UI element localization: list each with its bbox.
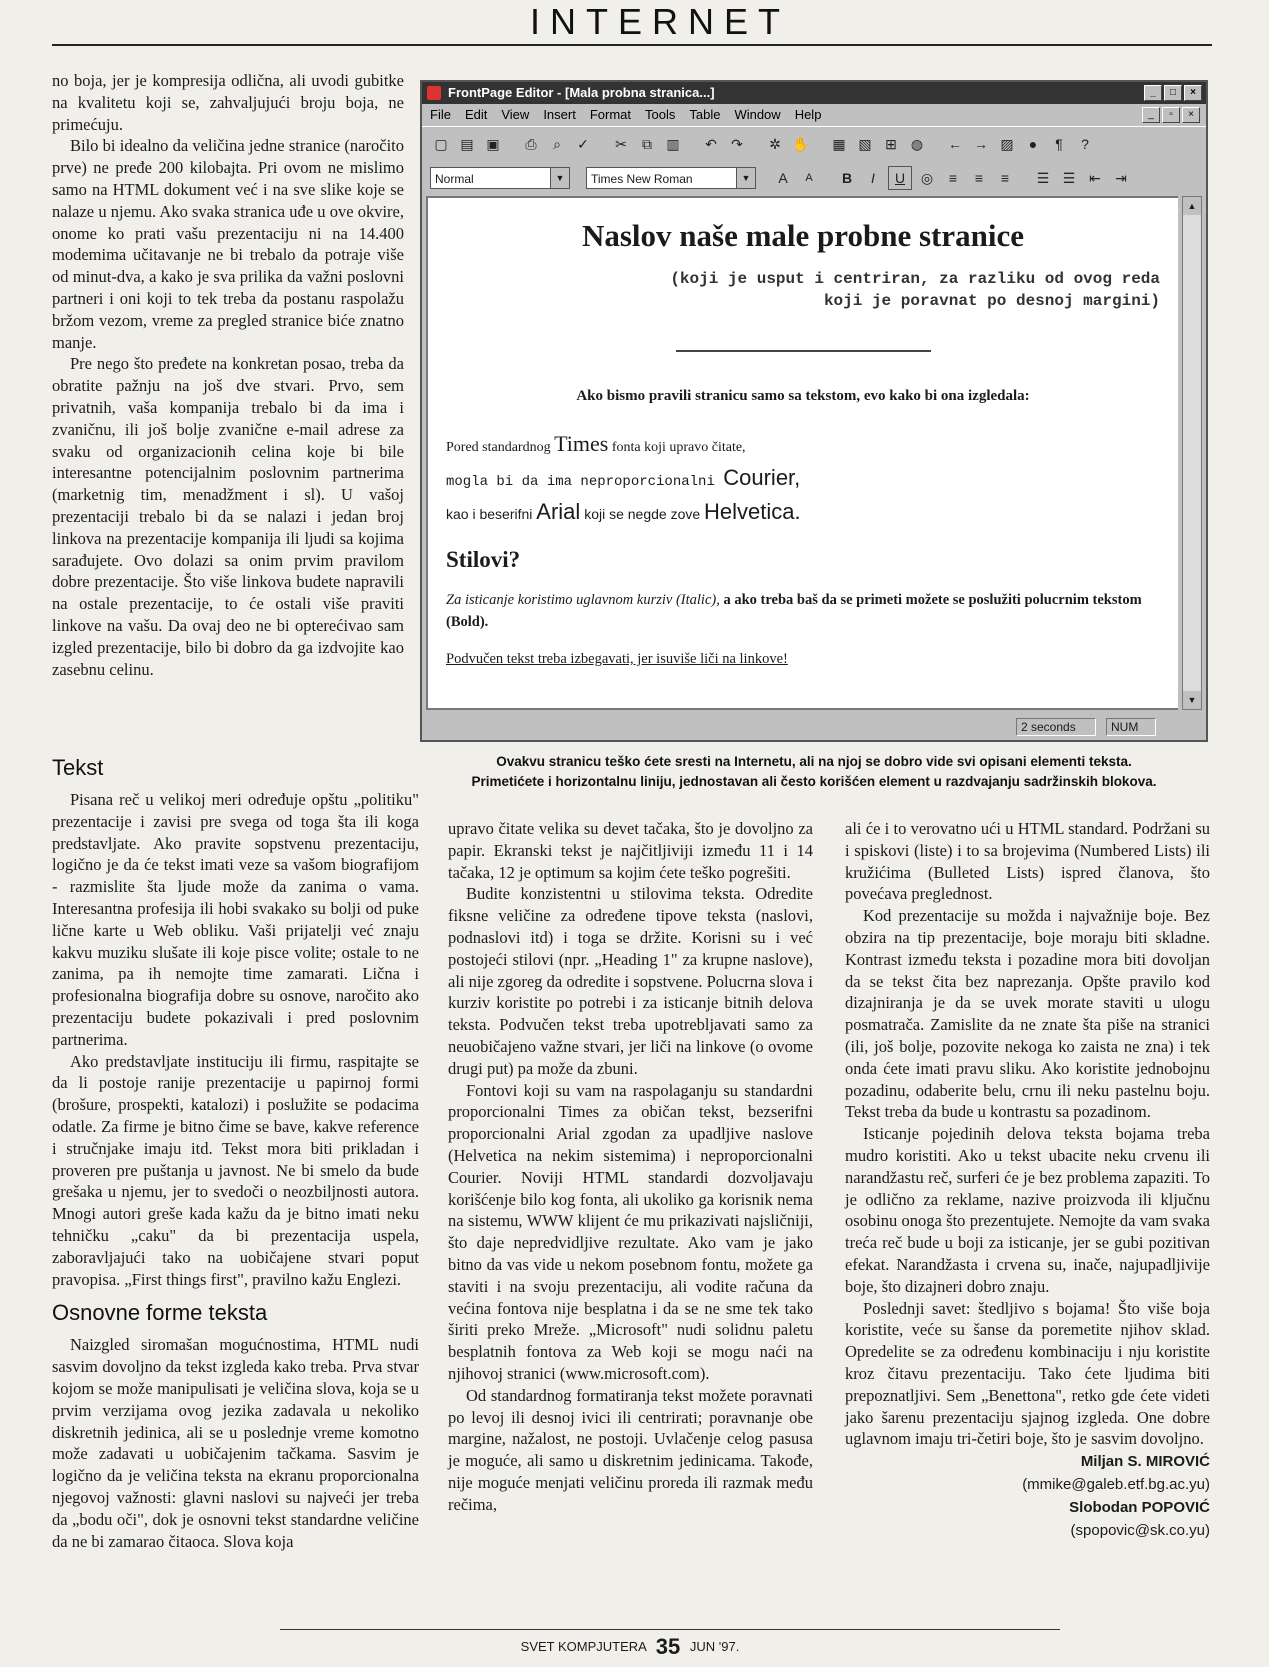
text-color-icon[interactable]: ◎ [920,170,934,186]
paragraph: Ako predstavljate instituciju ili firmu, raspitajte se da li postoje ranije prezentacije u papirnoj formi (brošure, prospekti, katalozi) i poslužite se podacima odatle. Za firme je bitno čime se bave, kakve reference i stručnjake imaju itd. Tekst mora biti prikladan i proveren pre puštanja u javnost. Ne bi smelo da bude grešaka u njemu, jer to svedoči o neozbiljnosti autora. Mnogi autori greše kada kažu da je bitno imati neku tehničku „caku" da bi prezentacija uspela, zaboravljajući tako na uobičajene stvari poput pravopisa. „First things first", pravilno kažu Englezi. [52,1051,419,1289]
paragraph: Kod prezentacije su možda i najvažnije boje. Bez obzira na tip prezentacije, boje moraju biti skladne. Kontrast između teksta i pozadine mora biti dovoljan da se tekst čita bez naprezanja. Opšte pravilo kod dizajniranja je da se uvek morate staviti u ulogu posmatrača. Zamislite da ne znate šta piše na stranici (ili, još bolje, pozovite nekoga ko zaista ne zna) i tek onda ćete imati pravu sliku. Ako koristite jednobojnu pozadinu, odaberite belu, crnu ili neku pastelnu boju. Tekst treba da bude u kontrastu sa pozadinom. [845,906,1210,1122]
frontpage-window [420,80,1208,742]
bulleted-list-icon[interactable]: ☰ [1062,170,1076,186]
header-rule [52,44,1212,46]
paragraph: Od standardnog formatiranja tekst možete poravnati po levoj ili desnoj ivici ili centrirati; poravnanje obe margine, nažalost, ne postoji. Uvlačenje celog pasusa je moguće, ali samo u diskretnim jedinicama. Takođe, nije moguće menjati veličinu proreda ili razmak među rečima, [448,1385,813,1514]
menu-edit[interactable]: Edit [464,107,488,122]
copy-icon[interactable]: ⧉ [642,136,652,152]
bold-text: a ako treba baš da se primeti možete se poslužiti polucrnim tekstom (Bold). [446,592,1142,630]
paragraph: Poslednji savet: štedljivo s bojama! Što više boja koristite, veće su šanse da poremetite njihov sklad. Opredelite se za određenu kombinaciju i nju koristite kroz čitavu prezentaciju. Tako ćete ljudima biti prepoznatljivi. Sem „Benettona", retko gde ćete videti jako šarenu prezentaciju sjajnog izgleda. One dobre uglavnom imaju tri-četiri boje, što je sasvim dovoljno. [845,1298,1210,1449]
doc-restore-button[interactable]: ▫ [1162,107,1180,123]
author-name: Miljan S. MIROVIĆ [1080,1453,1210,1471]
style-value: Normal [435,172,474,186]
refresh-icon[interactable]: ▨ [1000,136,1014,152]
menu-table[interactable]: Table [689,107,721,122]
shrink-font-icon[interactable]: A [805,172,813,184]
doc-styles-paragraph [446,589,1160,633]
italic-text: Za isticanje koristimo uglavnom kurziv (Italic), [446,592,720,608]
increase-indent-icon[interactable]: ⇥ [1115,170,1127,186]
helvetica-sample: Helvetica. [704,499,801,524]
footer-rule [280,1629,1060,1630]
doc-line-arial [446,497,1160,529]
status-bar [426,716,1202,736]
author-email: (mmike@galeb.etf.bg.ac.yu) [1022,1476,1210,1494]
paragraph: Bilo bi idealno da veličina jedne stranice (naročito prve) ne pređe 200 kilobajta. Pri ovom ne mislimo samo na HTML dokument već i na sve slike koje se nalaze u njemu. Ako svaka stranica uđe u ove okvire, onome ko prati vašu prezentaciju ni na 14.400 modemima učitavanje ne bi trebalo da potraje više od minut-dva, a kako je sva prilika da važni poslovni partneri i oni koji to tek treba da postanu raspolažu bržom vezom, vreme za pregled stranice biće znatno manje. [52,136,404,352]
menu-file[interactable]: File [430,107,451,122]
decrease-indent-icon[interactable]: ⇤ [1089,170,1101,186]
style-select[interactable] [430,167,570,189]
author-name: Slobodan POPOVIĆ [1069,1499,1210,1517]
status-time: 2 seconds [1016,718,1096,736]
bold-icon[interactable]: B [841,170,853,186]
column-left-top [52,70,404,680]
paragraph: upravo čitate velika su devet tačaka, što je dovoljno za papir. Ekranski tekst je najčitljiviji između 11 i 14 tačaka, 12 je optimum sa kojim ćete teško pogrešiti. [448,819,813,882]
column-left-bottom [52,745,419,1552]
text: fonta koji upravo čitate, [611,440,746,455]
text: mogla bi da ima neproporcionalni [446,474,715,490]
open-icon[interactable]: ▤ [460,136,474,152]
doc-subtitle-line: (koji je usput i centriran, za razliku od ovog reda [670,270,1160,288]
page-number: 35 [655,1634,681,1659]
issue-date: JUN '97. [689,1639,740,1654]
heading-osnovne-forme: Osnovne forme teksta [52,1300,268,1326]
hyperlink-icon[interactable]: ⊞ [885,136,897,152]
horizontal-rule [676,350,931,352]
byline [845,1450,1210,1542]
maximize-button[interactable]: □ [1164,85,1182,101]
form-icon[interactable]: ✋ [792,136,810,152]
globe-icon[interactable]: ◍ [910,136,924,152]
minimize-button[interactable]: _ [1144,85,1162,101]
paragraph: Fontovi koji su vam na raspolaganju su standardni proporcionalni Times za običan tekst, bezserifni proporcionalni Arial zgodan za upadljive naslove (Helvetica na nekim sistemima) i neproporcionalni Courier. Noviji HTML standardi dozvoljavaju korišćenje bilo kog fonta, ali ukoliko ga korisnik nema na sistemu, WWW klijent će mu prikazivati najsličniji, što daje nepredvidljive rezultate. Ako vam je jako bitno da vas vide u nekom posebnom fontu, možete ga staviti i na svoju prezentaciju, ali vodite računa da većina fontova nije besplatna i da se ne sme tek tako širiti preko Mreže. „Microsoft" nudi solidnu paletu besplatnih fontova za Web koji se mogu naći na njihovoj stranici (www.microsoft.com). [448,1080,813,1383]
caption-line: Primetićete i horizontalnu liniju, jednostavan ali često korišćen element u razdvajanju sadržinskih blokova. [471,774,1157,789]
paragraph: Naizgled siromašan mogućnostima, HTML nudi sasvim dovoljno da tekst izgleda kako treba. Prva stvar kojom se može manipulisati je veličina slova, koja se u prvim verzijama ovog jezika zadavala u nekoliko diskretnih jedinica, ali se u poslednje vreme komotno može zadavati u uobičajenim tačkama. Sasvim je logično da je veličina teksta na ekranu proporcionalna njegovoj važnosti: glavni naslovi su najveći jer treba da „bodu oči", dok je osnovni tekst standardne veličine da ne bi zamarao čitaoca. Slova koja [52,1335,419,1551]
paste-icon[interactable]: ▥ [666,136,680,152]
document-area[interactable] [426,196,1178,710]
numbered-list-icon[interactable]: ☰ [1036,170,1050,186]
image-icon[interactable]: ▧ [858,136,872,152]
menu-help[interactable]: Help [794,107,822,122]
spell-icon[interactable]: ✓ [577,136,589,152]
underline-icon[interactable]: U [888,166,912,190]
doc-line-courier [446,463,1160,497]
paragraph: ali će i to verovatno ući u HTML standard. Podržani su i spiskovi (liste) i to sa brojevima (Numbered Lists) ili kružićima (Bulleted Lists) ispred članova, što povećava preglednost. [845,819,1210,904]
author-email: (spopovic@sk.co.yu) [1070,1522,1210,1540]
caption-line: Ovakvu stranicu teško ćete sresti na Internetu, ali na njoj se dobro vide svi opisani elementi teksta. [496,754,1132,769]
window-title: FrontPage Editor - [Mala probna stranica...] [448,85,715,100]
font-select[interactable] [586,167,756,189]
window-titlebar [422,82,1206,104]
menu-format[interactable]: Format [589,107,631,122]
status-num: NUM [1106,718,1156,736]
times-sample: Times [554,431,609,456]
format-toolbar [422,161,1206,195]
menu-view[interactable]: View [501,107,530,122]
doc-line-times [446,429,1160,463]
back-icon[interactable]: ← [948,136,962,152]
align-left-icon[interactable]: ≡ [948,170,958,186]
paragraph: no boja, jer je kompresija odlična, ali uvodi gubitke na kvalitetu koji se, zahvaljujući broju boja, ne primećuju. [52,71,404,134]
vertical-scrollbar[interactable] [1182,196,1202,710]
standard-toolbar [422,126,1206,161]
doc-close-button[interactable]: × [1182,107,1200,123]
undo-icon[interactable]: ↶ [705,136,717,152]
chevron-down-icon: ▼ [736,168,755,188]
paragraph: Pre nego što pređete na konkretan posao, treba da obratite pažnju na još dve stvari. Prvo, sem privatnih, vaša kompanija trebalo bi da ima i zvaničnu, ili još bolje zvanične e-mail adrese za svaku od organizacionih celina koje bi bile interesantne potencijalnim poslovnim partnerima (marketnig tim, menadžment i sl). U vašoj prezentaciji trebalo bi da se nalazi i jedan broj linkova na prezentacije kompanija ili ljudi sa kojima sarađujete. Ovo dolazi sa onim prvim pravilom dobre prezentacije. Što više linkova budete napravili na ostale prezentacije, to će ostali više praviti linkove na vašu. Da ovaj deo ne bi opterećivao sam izgled prezentacije, bilo bi dobro da ga izdvojite kao zasebnu celinu. [52,354,404,679]
page-footer [480,1634,780,1660]
chevron-down-icon: ▼ [550,168,569,188]
app-icon [427,86,441,100]
magazine-name: SVET KOMPJUTERA [520,1639,647,1654]
save-icon[interactable]: ▣ [486,136,500,152]
doc-subtitle-line: koji je poravnat po desnoj margini) [823,292,1160,310]
align-right-icon[interactable]: ≡ [1000,170,1010,186]
menu-tools[interactable]: Tools [645,107,676,122]
close-button[interactable]: × [1184,85,1202,101]
webbot-icon[interactable]: ✲ [769,136,781,152]
courier-sample: Courier, [723,465,801,490]
stop-icon[interactable]: ● [1028,136,1038,152]
paragraph-marks-icon[interactable]: ¶ [1055,136,1063,152]
scroll-down-icon[interactable]: ▼ [1183,691,1201,709]
doc-title: Naslov naše male probne stranice [581,218,1025,253]
forward-icon[interactable]: → [974,136,988,152]
doc-underline-text: Podvučen tekst treba izbegavati, jer isuviše liči na linkove! [446,651,788,667]
heading-tekst: Tekst [52,755,104,780]
column-middle [448,818,813,1516]
doc-heading-stilovi: Stilovi? [446,547,521,572]
text: kao i beserifni [446,506,533,522]
font-value: Times New Roman [591,172,693,186]
preview-icon[interactable]: ⌕ [553,136,561,152]
print-icon[interactable]: ⎙ [525,136,537,152]
new-icon[interactable]: ▢ [434,136,448,152]
paragraph: Isticanje pojedinih delova teksta bojama treba mudro koristiti. Ako u tekst ubacite neku crvenu ili narandžastu reč, surferi će je bez problema zapaziti. To je odlično za reklame, nazive proizvoda ili ključnu osobinu onoga što prezentujete. Nemojte da vam svaka treća reč bude u boji za isticanje, jer se gubi pozitivan efekat. Narandžasta i crvena su, inače, najupadljivije boje, što dizajneri dobro znaju. [845,1124,1210,1296]
paragraph: Pisana reč u velikoj meri određuje opštu „politiku" prezentacije i zavisi pre svega od toga šta ili koga predstavljate. Ako pravite sopstvenu prezentaciju, logično je da će tekst imati veze sa vašom biografijom - razmislite šta ljude može da zanima o vama. Interesantna profesija ili hobi svakako su bolji od puke lične karte u Web obliku. Vaši prijatelji već znaju kakvu muziku slušate ili koje pisce volite; ostale to ne zanima, pa ih nemojte time zamarati. Lična i profesionalna biografija dobre su osnove, naročito ako prezentaciju budete pokazivali i pred poslovnim partnerima. [52,790,419,1049]
menu-insert[interactable]: Insert [543,107,576,122]
help-icon[interactable]: ? [1081,136,1089,152]
doc-minimize-button[interactable]: _ [1142,107,1160,123]
menubar [422,104,1206,126]
scroll-up-icon[interactable]: ▲ [1183,197,1201,215]
table-icon[interactable]: ▦ [832,136,846,152]
doc-bold-center: Ako bismo pravili stranicu samo sa tekstom, evo kako bi ona izgledala: [576,388,1030,404]
arial-sample: Arial [536,499,581,524]
menu-window[interactable]: Window [734,107,781,122]
figure-caption [420,752,1208,792]
text: Pored standardnog [446,440,551,455]
text: koji se negde zove [584,506,701,522]
italic-icon[interactable]: I [871,170,875,186]
column-right [845,818,1210,1542]
paragraph: Budite konzistentni u stilovima teksta. Odredite fiksne veličine za određene tipove teksta (naslovi, podnaslovi itd) i toga se držite. Korisni su i već postojeći stilovi (npr. „Heading 1" za krupne naslove), ali nije zgoreg da odredite i sopstvene. Polucrna slova i kurziv koristite po potrebi i za isticanje bitnih delova teksta. Podvučen tekst treba upotrebljavati samo za neuobičajeno važne stvari, jer liči na linkove (o ovome drugi put) pa može da zbuni. [448,884,813,1078]
cut-icon[interactable]: ✂ [615,136,627,152]
align-center-icon[interactable]: ≡ [974,170,984,186]
redo-icon[interactable]: ↷ [731,136,743,152]
section-title: INTERNET [530,1,790,42]
grow-font-icon[interactable]: A [778,170,788,186]
